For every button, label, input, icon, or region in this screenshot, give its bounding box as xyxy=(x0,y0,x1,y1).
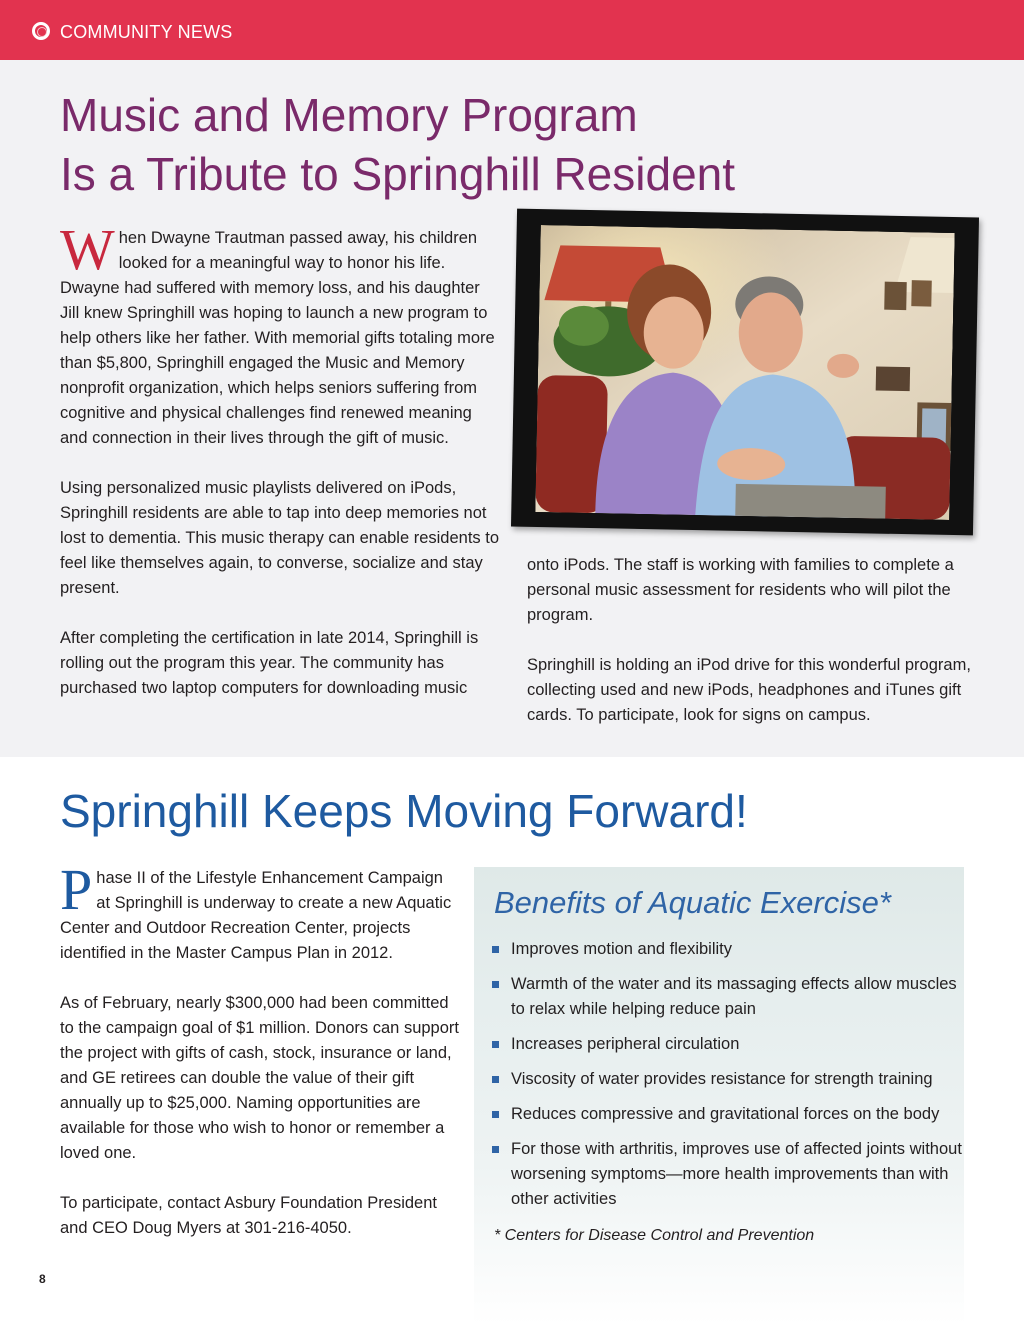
list-item-text: Reduces compressive and gravitational forces on the body xyxy=(511,1105,940,1123)
list-item xyxy=(492,1067,962,1092)
circle-logo-icon xyxy=(32,22,50,40)
list-item xyxy=(492,937,962,962)
photo-illustration xyxy=(535,225,954,520)
article2-paragraph-3: To participate, contact Asbury Foundation President and CEO Doug Myers at 301-216-4050. xyxy=(60,1194,437,1237)
square-bullet-icon xyxy=(492,981,499,988)
list-item xyxy=(492,1032,962,1057)
square-bullet-icon xyxy=(492,1041,499,1048)
title-line-2: Is a Tribute to Springhill Resident xyxy=(60,148,736,200)
square-bullet-icon xyxy=(492,1111,499,1118)
title-line-1: Music and Memory Program xyxy=(60,89,638,141)
list-item-text: Warmth of the water and its massaging effects allow muscles to relax while helping reduce pain xyxy=(511,975,957,1018)
list-item xyxy=(492,972,962,1022)
article-title-moving-forward: Springhill Keeps Moving Forward! xyxy=(60,785,748,837)
benefits-list xyxy=(492,937,962,1222)
article1-paragraph-2: Using personalized music playlists delivered on iPods, Springhill residents are able to tap into deep memories not lost to dementia. This music therapy can enable residents to feel like themselves again, to converse, socialize and stay present. xyxy=(60,479,500,597)
drop-cap-w: W xyxy=(60,217,115,282)
article-title-music-memory xyxy=(60,86,735,204)
article2-paragraph-2: As of February, nearly $300,000 had been committed to the campaign goal of $1 million. Donors can support the project with gifts of cash, stock, insurance or land, and GE retirees can double the value of their gift annually up to $25,000. Naming opportunities are available for those who wish to honor or remember a loved one. xyxy=(60,994,459,1162)
square-bullet-icon xyxy=(492,1146,499,1153)
article1-paragraph-4: onto iPods. The staff is working with families to complete a personal music assessment for residents who will pilot the program. xyxy=(527,556,954,624)
list-item xyxy=(492,1137,962,1212)
resident-family-photo xyxy=(535,225,954,520)
square-bullet-icon xyxy=(492,1076,499,1083)
page-number: 8 xyxy=(39,1272,46,1286)
square-bullet-icon xyxy=(492,946,499,953)
list-item-text: Increases peripheral circulation xyxy=(511,1035,740,1053)
article1-paragraph-5: Springhill is holding an iPod drive for this wonderful program, collecting used and new iPods, headphones and iTunes gift cards. To participate, look for signs on campus. xyxy=(527,656,971,724)
list-item-text: Viscosity of water provides resistance for strength training xyxy=(511,1070,933,1088)
article2-column xyxy=(60,857,460,1266)
list-item-text: For those with arthritis, improves use of affected joints without worsening symptoms—more health improvements than with other activities xyxy=(511,1140,962,1208)
sidebar-title: Benefits of Aquatic Exercise* xyxy=(494,885,891,920)
article1-paragraph-1 xyxy=(60,217,500,451)
list-item xyxy=(492,1102,962,1127)
section-header-bar xyxy=(0,0,1024,60)
drop-cap-p: P xyxy=(60,857,93,922)
list-item-text: Improves motion and flexibility xyxy=(511,940,733,958)
photo-frame xyxy=(511,209,979,536)
article2-paragraph-1-text: hase II of the Lifestyle Enhancement Campaign at Springhill is underway to create a new Aquatic Center and Outdoor Recreation Center, projects identified in the Master Campus Plan in 2012. xyxy=(60,869,452,962)
sidebar-footnote: * Centers for Disease Control and Prevention xyxy=(494,1227,815,1244)
article2-paragraph-1 xyxy=(60,857,460,966)
aquatic-benefits-sidebar xyxy=(474,867,964,1325)
article1-column-right xyxy=(527,553,972,753)
article1-paragraph-1-text: hen Dwayne Trautman passed away, his children looked for a meaningful way to honor his life. Dwayne had suffered with memory loss, and his daughter Jill knew Springhill was hoping to launch a new program to help others like her father. With memorial gifts totaling more than $5,800, Springhill engaged the Music and Memory nonprofit organization, which helps seniors suffering from cognitive and physical challenges find renewed meaning and connection in their lives through the gift of music. xyxy=(60,229,495,447)
article1-column-left xyxy=(60,217,500,726)
section-label: COMMUNITY NEWS xyxy=(60,22,233,42)
article1-paragraph-3: After completing the certification in late 2014, Springhill is rolling out the program this year. The community has purchased two laptop computers for downloading music xyxy=(60,629,479,697)
